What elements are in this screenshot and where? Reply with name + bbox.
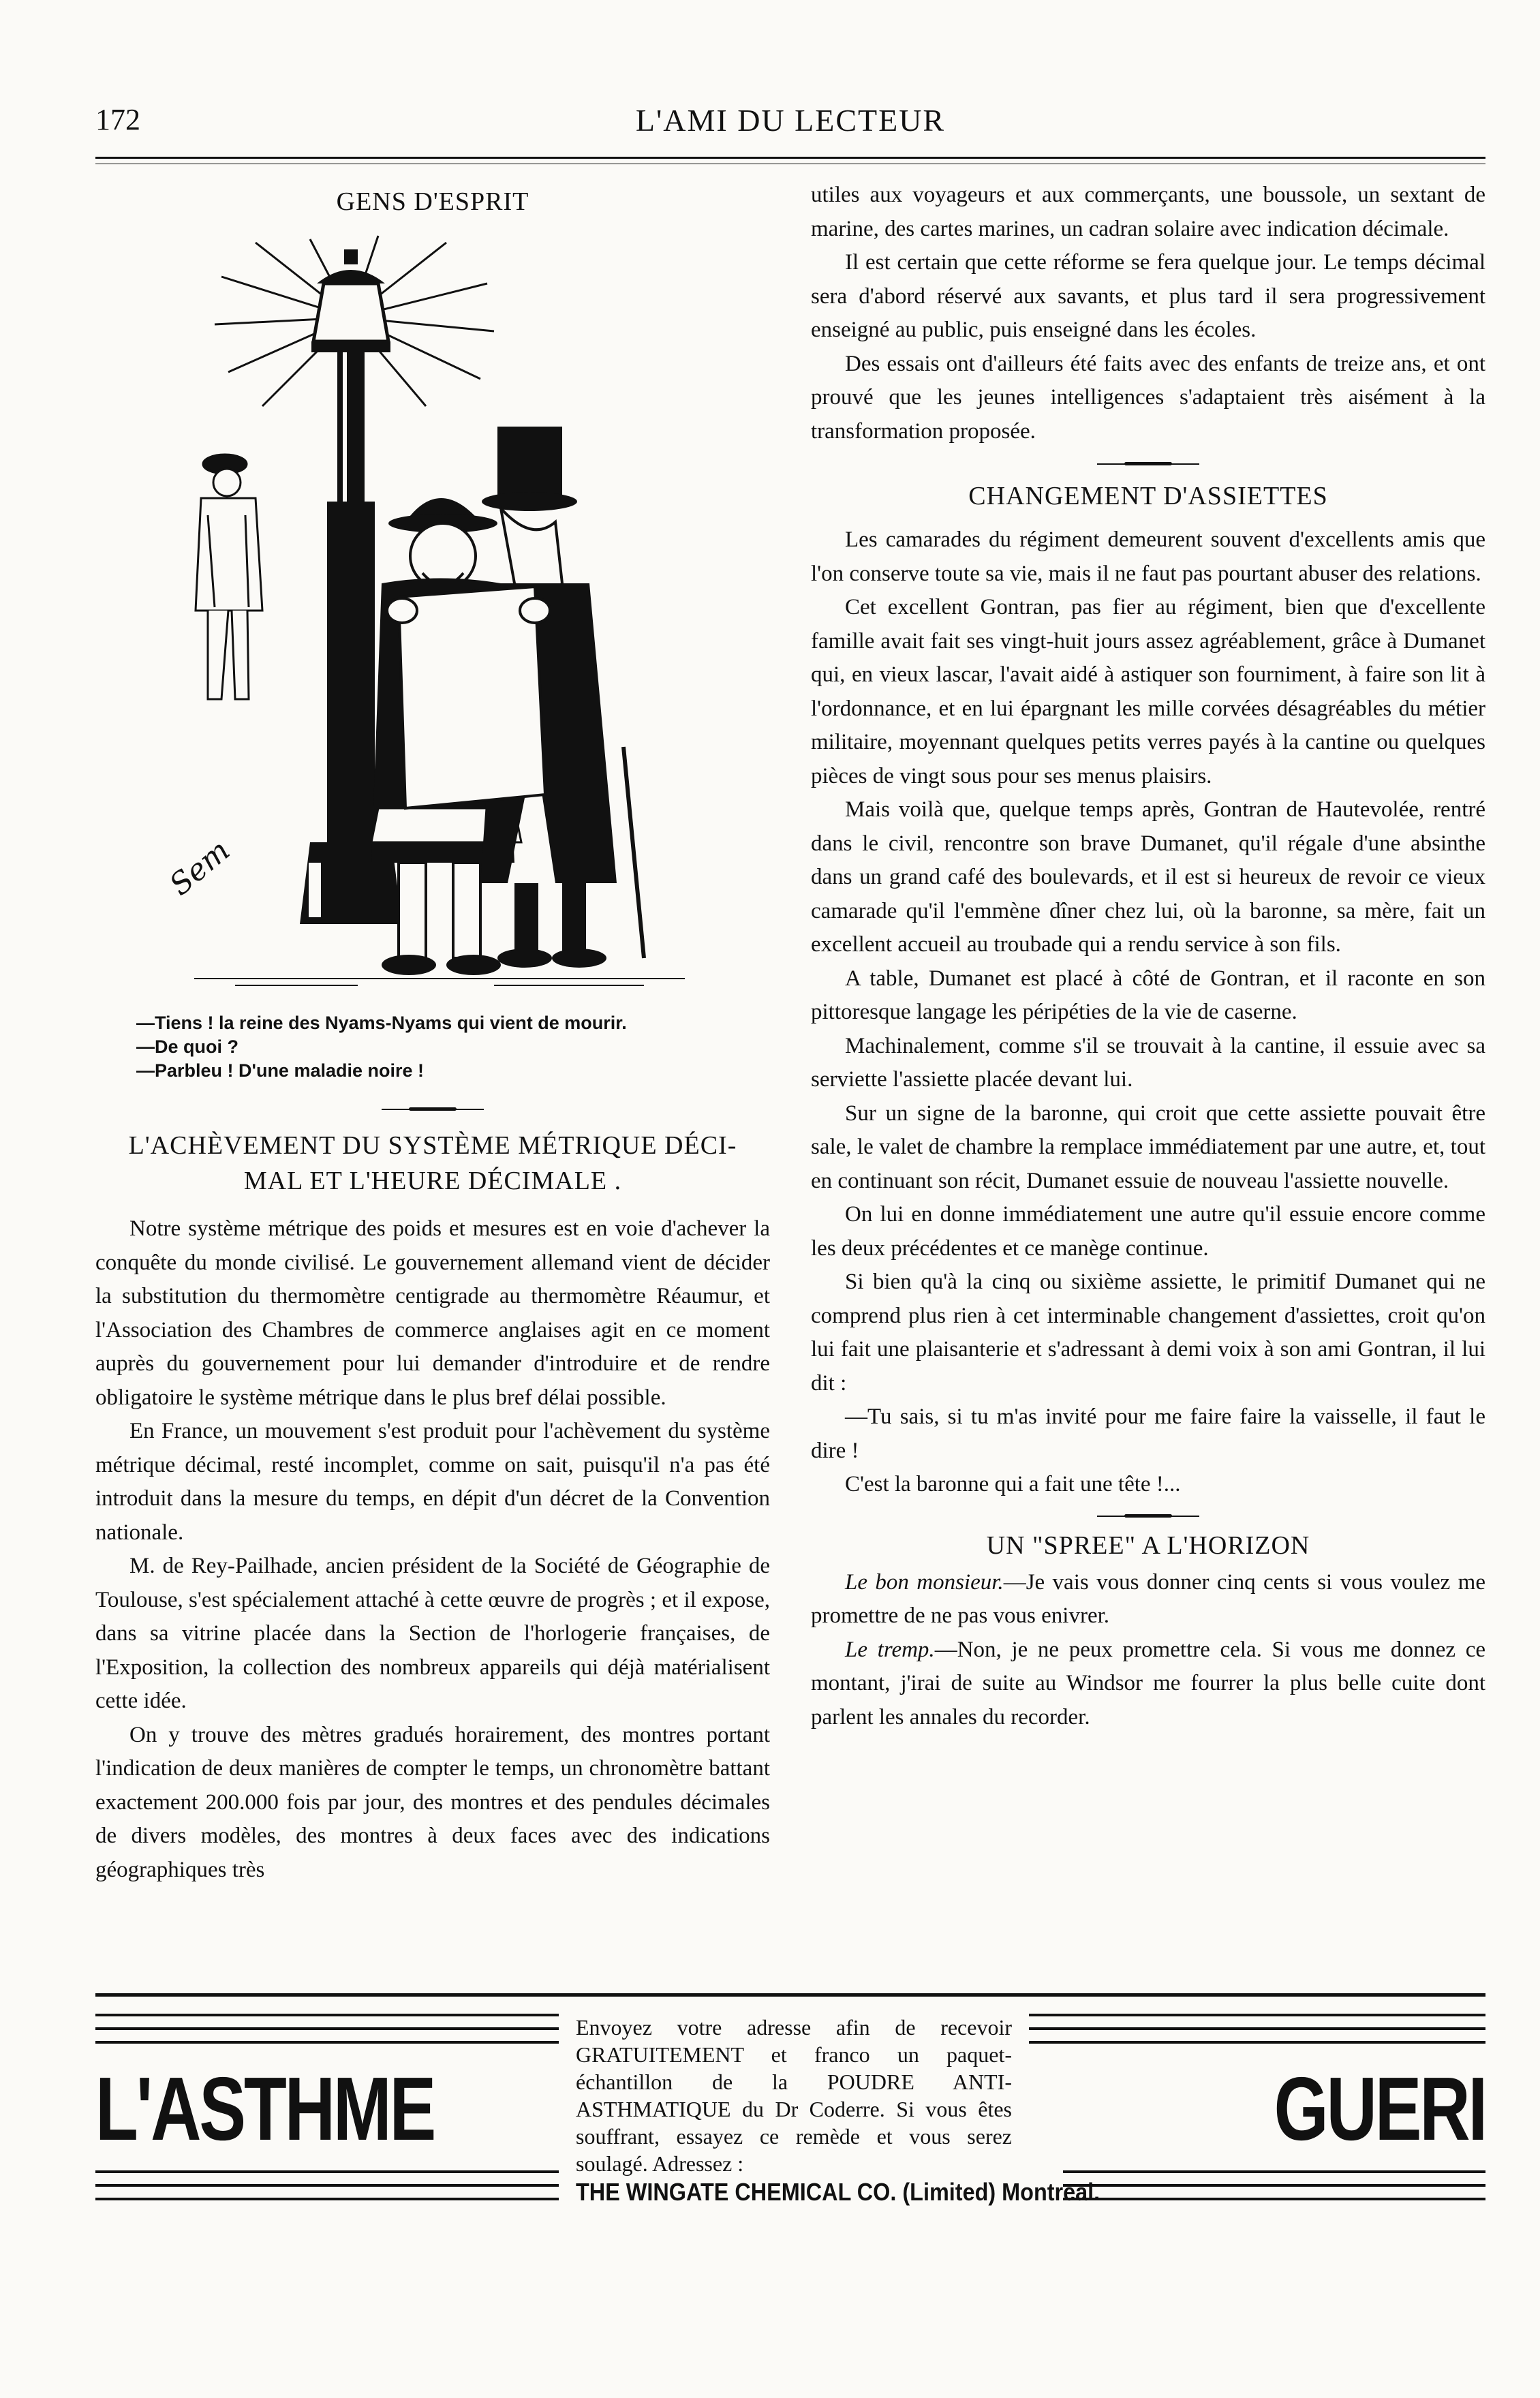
dialogue-line [811, 1566, 1485, 1633]
dialogue-line [811, 1633, 1485, 1735]
article-systeme-metrique [95, 1212, 770, 1887]
ad-rule [1063, 2198, 1485, 2200]
paragraph: Cet excellent Gontran, pas fier au régiment, bien que d'excellente famille avait fait ses vingt-huit jours assez agréablement, grâce à Dumanet qui, en vieux lascar, l'avait aidé à astiquer son fourniment, à faire son lit à l'ordonnance, et en lui épargnant les mille corvées désagréables du métier militaire, moyennant quelques petits verres payés à la cantine ou quelques pièces de vingt sous pour ses menus plaisirs. [811, 595, 1485, 788]
paragraph: Sur un signe de la baronne, qui croit que cette assiette pouvait être sale, le valet de chambre la remplace immédiatement par une autre, et, tout en continuant son récit, Dumanet essuie de nouveau l'assiette nouvelle. [811, 1101, 1485, 1193]
distant-figure [196, 455, 262, 699]
paragraph: A table, Dumanet est placé à côté de Gontran, et il raconte en son pittoresque langage les péripéties de la vie de caserne. [811, 966, 1485, 1024]
artist-signature: Sem [163, 833, 237, 903]
paragraph: On y trouve des mètres gradués horairement, des montres portant l'indication de deux manières de compter le temps, un chronomètre battant exactement 200.000 fois par jour, des montres et des pendules décimales de divers modèles, des montres à deux faces avec des indications géographiques très [95, 1722, 770, 1882]
ad-headline-gueri: GUERI [1274, 2059, 1485, 2159]
ad-headline-lasthme: L'ASTHME [95, 2059, 435, 2159]
header-rule-top [95, 157, 1485, 159]
ad-rule [1029, 2041, 1485, 2044]
running-head [95, 102, 1485, 143]
journal-title: L'AMI DU LECTEUR [635, 103, 946, 138]
section-separator [811, 452, 1485, 476]
section-title-gens-desprit: GENS D'ESPRIT [336, 187, 529, 216]
ad-rule [95, 2198, 559, 2200]
paragraph: Les camarades du régiment demeurent souvent d'excellents amis que l'on conserve toute sa vie, mais il ne faut pas pourtant abuser des relations. [811, 527, 1485, 586]
cartoon-caption [136, 1011, 770, 1083]
paragraph: Notre système métrique des poids et mesures est en voie d'achever la conquête du monde civilisé. Le gouvernement allemand vient de décider la substitution du thermomètre centigrade au thermomètre Réaumur, et l'Association des Chambres de commerce anglaises agit en ce moment auprès du gouvernement pour lui demander d'introduire et de rendre obligatoire le système métrique dans le plus bref délai possible. [95, 1216, 770, 1410]
paragraph: —Tu sais, si tu m'as invité pour me faire faire la vaisselle, il faut le dire ! [811, 1404, 1485, 1463]
ad-rule [95, 2014, 559, 2016]
article-spree [811, 1566, 1485, 1735]
ad-rule [95, 2184, 559, 2187]
ad-rule [1029, 2014, 1485, 2016]
section-separator [95, 1098, 770, 1121]
section-title-line: MAL ET L'HEURE DÉCIMALE . [243, 1167, 622, 1195]
ad-top-rule [95, 1993, 1485, 1997]
section-title-spree: UN "SPREE" A L'HORIZON [986, 1531, 1310, 1560]
paragraph: Des essais ont d'ailleurs été faits avec des enfants de treize ans, et ont prouvé que les jeunes intelligences s'adaptaient très aisément à la transformation proposée. [811, 351, 1485, 444]
caption-line: —Parbleu ! D'une maladie noire ! [136, 1060, 425, 1081]
ad-rule [95, 2170, 559, 2173]
dialogue-text: —Je vais vous donner cinq cents si vous voulez me promettre de ne pas vous enivrer. [811, 1569, 1485, 1628]
ad-rule [95, 2027, 559, 2030]
paragraph: Il est certain que cette réforme se fera quelque jour. Le temps décimal sera d'abord réservé aux savants, et plus tard il sera progressivement enseigné au public, puis enseigné dans les écoles. [811, 250, 1485, 342]
section-title-changement-dassiettes: CHANGEMENT D'ASSIETTES [968, 482, 1328, 510]
left-column [95, 184, 770, 1887]
paragraph: C'est la baronne qui a fait une tête !... [845, 1472, 1181, 1496]
ad-rule [1029, 2027, 1485, 2030]
paragraph: En France, un mouvement s'est produit pour l'achèvement du système métrique décimal, resté incomplet, comme on sait, puisqu'il n'a pas été introduit dans la mesure du temps, en dépit d'un décret de la Convention nationale. [95, 1419, 770, 1545]
page-number: 172 [95, 103, 140, 136]
ground-hatching [194, 979, 685, 985]
ad-rule [1063, 2170, 1485, 2173]
caption-line: —De quoi ? [136, 1036, 238, 1057]
ad-body-text: Envoyez votre adresse afin de recevoir GRATUITEMENT et franco un paquet-échantillon de la POUDRE ANTI-ASTHMATIQUE du Dr Coderre. Si vous êtes souffrant, essayez ce remède et vous serez soulagé. Adressez : [576, 2015, 1012, 2176]
paragraph: Mais voilà que, quelque temps après, Gontran de Hautevolée, rentré dans le civil, rencontre son brave Dumanet, qu'il régale d'une absinthe dans un grand café des boulevards, et il est si heureux de revoir ce vieux camarade qu'il l'emmène dîner chez lui, où la baronne, sa mère, fait un excellent accueil au troubade qui a rendu service à son fils. [811, 797, 1485, 957]
section-title-line: L'ACHÈVEMENT DU SYSTÈME MÉTRIQUE DÉCI- [128, 1131, 737, 1160]
paragraph: Si bien qu'à la cinq ou sixième assiette, le primitif Dumanet qui ne comprend plus rien à cet interminable changement d'assiettes, croit qu'on lui fait une plaisanterie et s'adressant à demi voix à son ami Gontran, il lui dit : [811, 1270, 1485, 1396]
paragraph: M. de Rey-Pailhade, ancien président de la Société de Géographie de Toulouse, s'est spécialement attaché à cette œuvre de progrès ; et il expose, dans sa vitrine placée dans la Section de l'horlogerie françaises, de l'Exposition, la collection des nombreux appareils qui déjà matérialisent cette idée. [95, 1554, 770, 1713]
article-changement-dassiettes [811, 523, 1485, 1502]
paragraph: utiles aux voyageurs et aux commerçants, une boussole, un sextant de marine, des cartes marines, un cadran solaire avec indication décimale. [811, 183, 1485, 241]
right-column [811, 179, 1485, 1734]
speaker: Le tremp. [845, 1637, 935, 1662]
newspaper-sheet [387, 587, 550, 808]
ad-address: THE WINGATE CHEMICAL CO. (Limited) Montreal. [576, 2178, 1100, 2206]
advertisement [95, 1993, 1485, 2225]
paragraph: Machinalement, comme s'il se trouvait à la cantine, il essuie avec sa serviette l'assiette placée devant lui. [811, 1033, 1485, 1092]
ad-rule [95, 2041, 559, 2044]
ad-rule [1063, 2184, 1485, 2187]
cartoon-illustration [153, 229, 712, 999]
paragraph: On lui en donne immédiatement une autre qu'il essuie encore comme les deux précédentes et ce manège continue. [811, 1202, 1485, 1261]
section-title-systeme-metrique [95, 1128, 770, 1199]
section-separator [811, 1505, 1485, 1528]
caption-line: —Tiens ! la reine des Nyams-Nyams qui vient de mourir. [136, 1013, 627, 1033]
dialogue-text: —Non, je ne peux promettre cela. Si vous me donnez ce montant, j'irai de suite au Windsor me fourrer la plus belle cuite dont parlent les annales du recorder. [811, 1637, 1485, 1730]
speaker: Le bon monsieur. [845, 1569, 1004, 1595]
